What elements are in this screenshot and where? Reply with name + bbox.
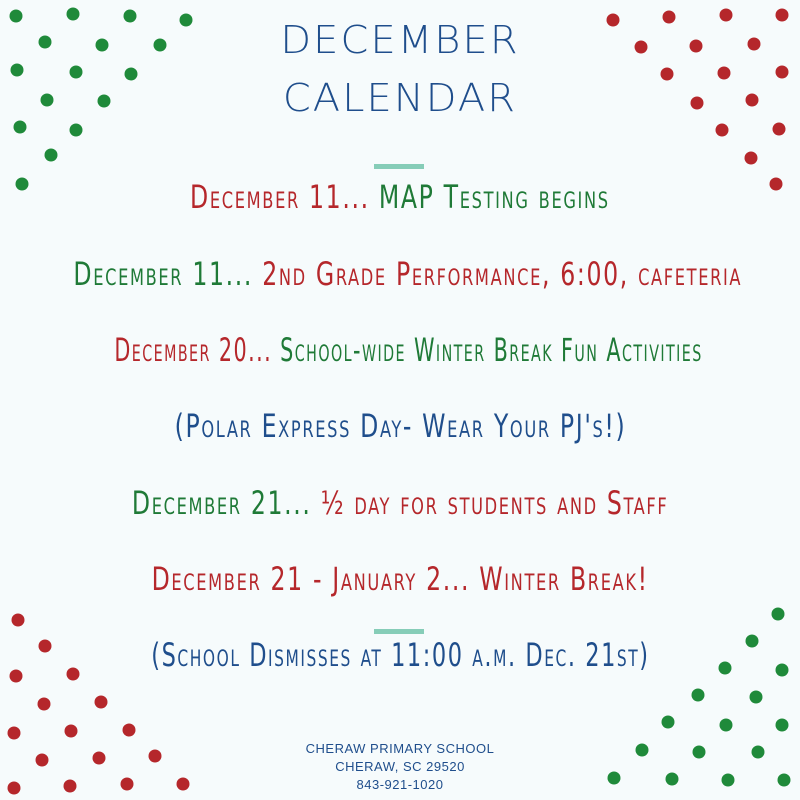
event-row-5 [0, 484, 800, 522]
event-date: December 11... [73, 255, 254, 293]
event-text: December 21 - January 2... Winter Break! [151, 560, 649, 598]
event-text: ½ day for students and Staff [320, 484, 669, 522]
event-text: (Polar Express Day- Wear Your PJ's!) [174, 407, 626, 445]
page-title-line-2: CALENDAR [282, 76, 518, 120]
event-row-3 [0, 331, 800, 369]
event-row-7 [0, 636, 800, 674]
divider-top [374, 164, 424, 169]
footer-school-name: CHERAW PRIMARY SCHOOL [305, 741, 495, 756]
divider-bottom [374, 629, 424, 634]
event-text: (School Dismisses at 11:00 a.m. Dec. 21st) [150, 636, 650, 674]
event-row-2 [0, 255, 800, 293]
event-row-6 [0, 560, 800, 598]
page-title-line-1: DECEMBER [280, 18, 520, 62]
event-text: School-wide Winter Break Fun Activities [280, 331, 703, 369]
event-text: MAP Testing begins [378, 178, 610, 216]
event-date: December 11... [190, 178, 370, 216]
event-date: December 20... [114, 331, 273, 369]
event-text: 2nd Grade Performance, 6:00, cafeteria [262, 255, 743, 293]
footer-phone: 843-921-1020 [356, 777, 444, 792]
event-row-1 [0, 178, 800, 216]
event-date: December 21... [131, 484, 312, 522]
footer-city: CHERAW, SC 29520 [335, 759, 465, 774]
event-row-4 [0, 407, 800, 445]
